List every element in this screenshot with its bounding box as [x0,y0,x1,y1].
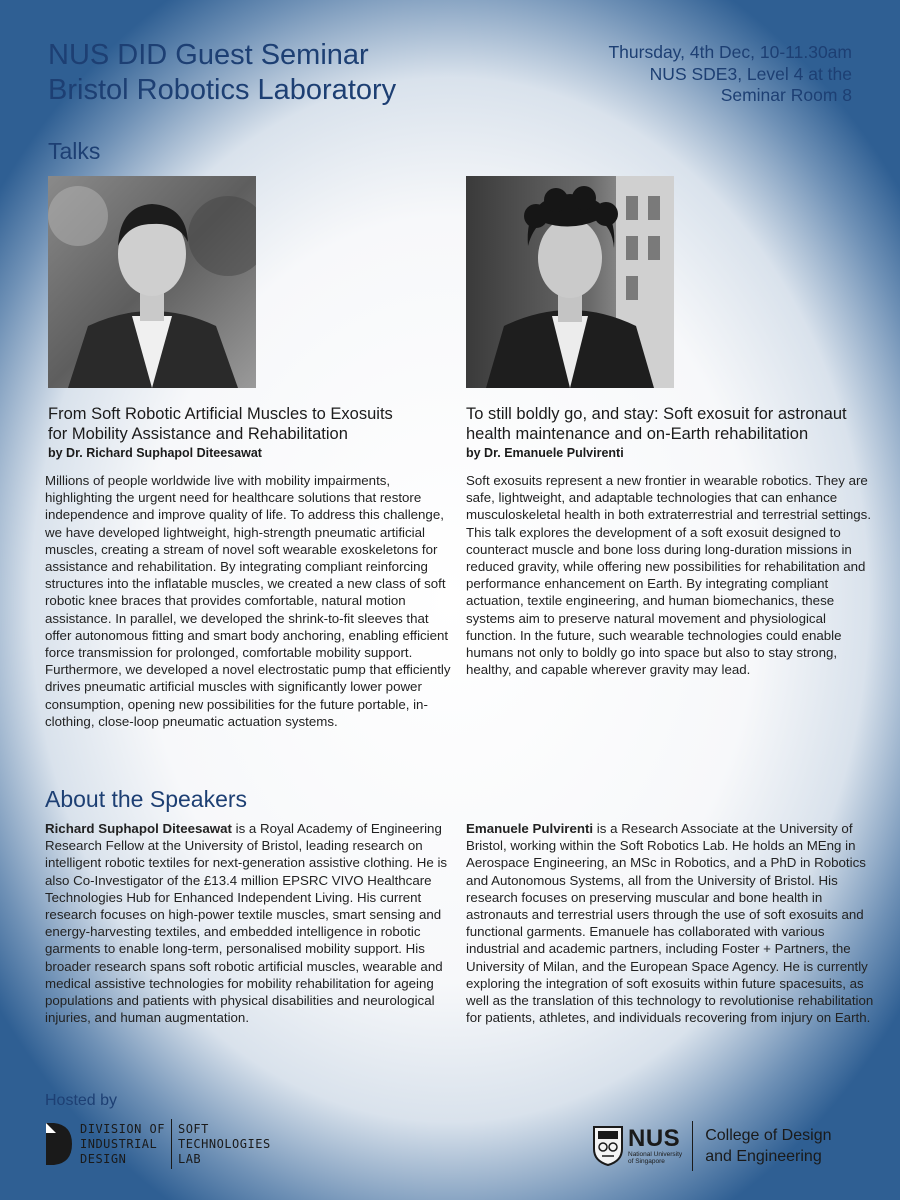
did-line-2: INDUSTRIAL [80,1136,158,1151]
talk-2-byline: by Dr. Emanuele Pulvirenti [466,446,624,460]
stl-line-3: LAB [177,1151,202,1166]
talk-1-title-line-2: for Mobility Assistance and Rehabilitation [48,425,348,443]
talk-2-title [466,404,886,444]
title-line-1: NUS DID Guest Seminar [48,39,369,71]
stl-line-2: TECHNOLOGIES [177,1136,271,1151]
cde-line-2: and Engineering [705,1148,822,1165]
talk-2-abstract: Soft exosuits represent a new frontier in wearable robotics. They are safe, lightweight, and adaptable technologies that can enhance musculoskeletal health in both extraterrestrial and terrestrial settings. This talk explores the development of a soft exosuit designed to counteract muscle and bone loss during long-duration missions in reduced gravity, while offering new possibilities for rehabilitation and performance enhancement on Earth. By integrating compliant actuation, textile engineering, and human biomechanics, these systems aim to preserve natural movement and physiological function. In the future, such wearable technologies could enable humans not only to boldly go into space but also to stay strong, healthy, and capable wherever gravity may lead. [466,473,872,678]
hosted-by-label: Hosted by [45,1092,118,1109]
speaker-1-bio-text: is a Royal Academy of Engineering Research Fellow at the University of Bristol, leading research on intelligent robotic textiles for next-generation assistive clothing. He is also Co-Investigator of the £13.4 million EPSRC VIVO Healthcare Technologies Hub for Enhanced Independent Living. His current research focuses on high-power textile muscles, smart sensing and energy-harvesting textiles, and embedded intelligence in robotic garments to enable long-term, personalised mobility support. His broader research spans soft robotic artificial muscles, wearable and medical assistive technologies for mobility rehabilitation for ageing populations and patients with physical disabilities and neurological injuries, and human augmentation. [45,821,448,1026]
talk-1 [48,404,458,460]
stl-line-1: SOFT [177,1121,209,1136]
page-title [48,38,396,108]
event-venue-line-2: Seminar Room 8 [720,85,852,105]
speaker-2-bio-text: is a Research Associate at the University of Bristol, working within the Soft Robotics Lab. He holds an MEng in Aerospace Engineering, an MSc in Robotics, and a PhD in Robotics and Autonomous Systems, all from the University of Bristol. His research focuses on preserving muscular and bone health in astronauts and terrestrial users through the use of soft exosuits and functional garments. Emanuele has collaborated with various industrial and academic partners, including Foster + Partners, the University of Milan, and the European Space Agency. He is currently exploring the integration of soft exosuits within future spacesuits, as well as the translation of this technology to revolutionise rehabilitation for patients, athletes, and individuals recovering from injury on Earth. [466,821,874,1026]
did-stl-logo [44,1118,271,1170]
event-venue-line-1: NUS SDE3, Level 4 at the [649,63,852,84]
did-logo-mark-icon [44,1121,74,1167]
talk-2-title-line-2: health maintenance and on-Earth rehabilitation [466,425,809,443]
event-details [522,42,852,107]
logo-divider [171,1119,172,1169]
nus-cde-logo [592,1118,831,1174]
speaker-2-photo [466,176,674,388]
did-wordmark [80,1122,165,1167]
speaker-1-bio [45,820,457,1026]
did-line-1: DIVISION OF [80,1121,165,1136]
stl-wordmark [178,1122,271,1167]
speaker-1-photo [48,176,256,388]
speaker-2-bio [466,820,878,1026]
about-speakers-heading: About the Speakers [45,786,248,812]
nus-wordmark [628,1124,683,1166]
talk-2 [466,404,886,460]
cde-line-1: College of Design [705,1127,832,1144]
nus-word: NUS [628,1124,681,1152]
nus-sub-line-2: of Singapore [628,1158,665,1165]
cde-wordmark [705,1125,831,1167]
talk-1-title-line-1: From Soft Robotic Artificial Muscles to Exosuits [48,405,393,423]
speaker-2-name: Emanuele Pulvirenti [466,821,594,836]
talks-heading: Talks [48,138,101,164]
nus-crest-icon [592,1125,624,1167]
nus-sub-line-1: National University [628,1150,683,1158]
nus-divider [692,1121,693,1171]
talk-1-title [48,404,458,444]
talk-1-abstract: Millions of people worldwide live with mobility impairments, highlighting the urgent need for healthcare solutions that restore independence and improve quality of life. To address this challenge, we have developed lightweight, high-strength pneumatic artificial muscles, creating a stream of novel soft wearable exoskeletons for assistance and rehabilitation. By integrating compliant reinforcing structures into the inflatable muscles, we created a new class of soft robotic knee braces that provides comfortable, natural motion assistance. In parallel, we developed the shrink-to-fit sleeves that offer autonomous fitting and smart body anchoring, enabling efficient force transmission for prolonged, comfortable mobility support. Furthermore, we developed a novel electrostatic pump that efficiently drives pneumatic artificial muscles with significantly lower power consumption, opening new possibilities for the future portable, in-clothing, close-loop pneumatic actuation systems. [45,473,451,729]
talk-1-byline: by Dr. Richard Suphapol Diteesawat [48,446,262,460]
title-line-2: Bristol Robotics Laboratory [48,74,397,106]
did-line-3: DESIGN [80,1151,127,1166]
event-date: Thursday, 4th Dec, 10-11.30am [608,42,852,62]
talk-2-title-line-1: To still boldly go, and stay: Soft exosuit for astronaut [466,405,847,423]
speaker-1-name: Richard Suphapol Diteesawat [45,821,232,836]
